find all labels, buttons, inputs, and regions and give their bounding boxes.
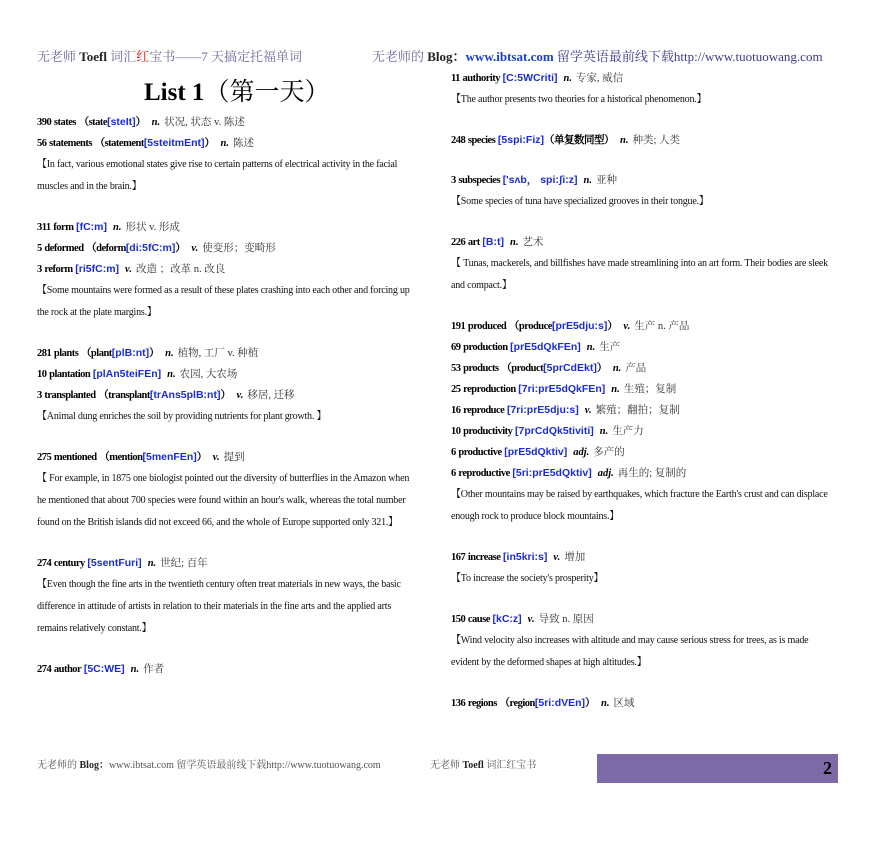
vocab-entry xyxy=(451,400,831,421)
header-right-pre: 无老师的 xyxy=(372,49,425,64)
word-count: 6 xyxy=(451,447,456,458)
headword: increase xyxy=(467,552,501,563)
part-of-speech: v. xyxy=(191,243,199,254)
spacer xyxy=(37,534,417,553)
vocab-entry xyxy=(37,238,417,259)
vocab-entry xyxy=(451,547,831,568)
word-count: 390 xyxy=(37,117,52,128)
word-count: 56 xyxy=(37,138,47,149)
part-of-speech: v. xyxy=(125,264,132,275)
vocab-entry xyxy=(451,421,831,442)
word-count: 3 xyxy=(451,175,456,186)
meaning: 移居, 迁移 xyxy=(247,390,295,401)
footer-left xyxy=(37,756,381,771)
base-form-close: （单复数同型） xyxy=(544,135,615,146)
base-form-close: ） xyxy=(607,321,618,332)
word-count: 191 xyxy=(451,321,466,332)
meaning: 作者 xyxy=(143,664,165,675)
header-brand: Toefl xyxy=(79,49,107,64)
headword: states xyxy=(53,117,76,128)
meaning: 植物, 工厂 v. 种植 xyxy=(177,348,259,359)
part-of-speech: n. xyxy=(165,348,174,359)
page-title xyxy=(144,72,329,108)
headword: century xyxy=(53,558,85,569)
example-sentence: 【To increase the society's prosperity】 xyxy=(451,573,604,584)
phonetic: [in5kri:s] xyxy=(503,551,548,563)
part-of-speech: n. xyxy=(612,363,622,374)
footer-blog-label: Blog： xyxy=(79,760,109,771)
phonetic: [7ri:prE5dju:s] xyxy=(506,404,579,416)
vocab-entry xyxy=(451,609,831,630)
base-form-close: ） xyxy=(585,698,596,709)
header-teacher: 无老师 xyxy=(37,49,77,64)
part-of-speech: v. xyxy=(584,405,592,416)
meaning: 生产 xyxy=(599,342,621,353)
base-form-close: ） xyxy=(596,363,607,374)
base-form-close: ） xyxy=(196,452,207,463)
meaning: 状况, 状态 v. 陈述 xyxy=(164,117,245,128)
vocab-entry xyxy=(451,232,831,253)
vocab-entry xyxy=(451,463,831,484)
part-of-speech: n. xyxy=(510,237,519,248)
headword: regions xyxy=(467,698,497,709)
phonetic: [5spi:Fiz] xyxy=(497,134,545,146)
headword: subspecies xyxy=(458,175,501,186)
example-sentence: 【Some species of tuna have specialized grooves in their tongue.】 xyxy=(451,196,709,207)
meaning: 增加 xyxy=(564,552,586,563)
headword: cause xyxy=(467,614,490,625)
phonetic: [5ri:prE5dQktiv] xyxy=(512,467,592,479)
part-of-speech: n. xyxy=(620,135,629,146)
word-count: 248 xyxy=(451,135,466,146)
header-red-char: 红 xyxy=(136,49,150,64)
part-of-speech: n. xyxy=(130,664,140,675)
meaning: 生产力 xyxy=(612,426,644,437)
footer-right-tail: 词汇红宝书 xyxy=(486,760,537,771)
word-count: 3 xyxy=(37,264,42,275)
example-sentence: 【Even though the fine arts in the twentieth century often treat materials in new ways, the basic difference in attitude of artists in relation to their materials in the fine arts and the applied arts remains relatively constant.】 xyxy=(37,579,401,634)
headword: reproduction xyxy=(463,384,516,395)
meaning: 生产 n. 产品 xyxy=(634,321,690,332)
right-column xyxy=(451,68,831,714)
phonetic: [5C:WE] xyxy=(83,663,125,675)
part-of-speech: n. xyxy=(112,222,122,233)
part-of-speech: v. xyxy=(553,552,561,563)
header-left xyxy=(37,46,302,65)
vocab-entry xyxy=(451,337,831,358)
base-form: （produce xyxy=(508,321,552,332)
footer-right-brand: Toefl xyxy=(462,760,484,771)
headword: transplanted xyxy=(44,390,96,401)
example-sentence: 【Other mountains may be raised by earthquakes, which fracture the Earth's crust and can displace enough rock to produce block mountains.】 xyxy=(451,489,828,522)
headword: plants xyxy=(53,348,79,359)
phonetic: [kC:z] xyxy=(492,613,522,625)
vocab-entry xyxy=(37,553,417,574)
phonetic: ['sʌb， spi:ʃi:z] xyxy=(502,174,578,186)
headword: productivity xyxy=(463,426,513,437)
headword: reform xyxy=(44,264,73,275)
spacer xyxy=(37,324,417,343)
headword: deformed xyxy=(44,243,84,254)
phonetic: [5prCdEkt] xyxy=(543,362,597,374)
vocab-entry xyxy=(451,130,831,151)
word-count: 136 xyxy=(451,698,466,709)
vocab-entry xyxy=(37,133,417,154)
word-count: 10 xyxy=(37,369,47,380)
headword: reproduce xyxy=(463,405,505,416)
example-sentence: 【The author presents two theories for a historical phenomenon.】 xyxy=(451,94,707,105)
part-of-speech: n. xyxy=(563,73,572,84)
headword: produced xyxy=(467,321,507,332)
word-count: 3 xyxy=(37,390,42,401)
headword: plantation xyxy=(49,369,91,380)
vocab-entry xyxy=(37,659,417,680)
phonetic: [5ri:dVEn] xyxy=(534,697,586,709)
headword: species xyxy=(467,135,496,146)
spacer xyxy=(451,528,831,547)
part-of-speech: n. xyxy=(586,342,596,353)
base-form-close: ） xyxy=(220,390,231,401)
example-sentence: 【Some mountains were formed as a result of these plates crashing into each other and forcing up the rock at the plate margins.】 xyxy=(37,285,410,318)
phonetic: [7prCdQk5tiviti] xyxy=(514,425,594,437)
page-number: 2 xyxy=(823,758,832,778)
spacer xyxy=(37,198,417,217)
part-of-speech: n. xyxy=(147,558,157,569)
meaning: 产品 xyxy=(625,363,647,374)
phonetic: [fC:m] xyxy=(76,221,107,233)
vocab-entry xyxy=(451,379,831,400)
base-form-close: ） xyxy=(175,243,186,254)
part-of-speech: n. xyxy=(167,369,176,380)
headword: author xyxy=(53,664,82,675)
headword: mentioned xyxy=(53,452,97,463)
headword: products xyxy=(463,363,499,374)
word-count: 274 xyxy=(37,558,52,569)
base-form: （product xyxy=(501,363,544,374)
headword: form xyxy=(53,222,74,233)
word-count: 275 xyxy=(37,452,52,463)
phonetic: [trAns5plB:nt] xyxy=(149,389,221,401)
spacer xyxy=(451,213,831,232)
meaning: 再生的; 复制的 xyxy=(617,468,687,479)
phonetic: [5steitmEnt] xyxy=(143,137,205,149)
base-form: （mention xyxy=(99,452,143,463)
part-of-speech: v. xyxy=(236,390,244,401)
header-site-text[interactable]: 留学英语最前线下载http://www.tuotuowang.com xyxy=(556,49,823,64)
vocab-entry xyxy=(451,358,831,379)
header-blog-label: Blog： xyxy=(427,49,466,64)
phonetic: [steIt] xyxy=(107,116,136,128)
part-of-speech: n. xyxy=(151,117,161,128)
vocab-entry xyxy=(451,442,831,463)
part-of-speech: adj. xyxy=(573,447,590,458)
base-form-close: ） xyxy=(149,348,160,359)
headword: statements xyxy=(49,138,92,149)
phonetic: [ri5fC:m] xyxy=(75,263,120,275)
phonetic: [C:5WCriti] xyxy=(502,72,558,84)
word-count: 274 xyxy=(37,664,52,675)
base-form: （region xyxy=(499,698,535,709)
footer-teacher: 无老师的 xyxy=(37,760,77,771)
phonetic: [plB:nt] xyxy=(111,347,150,359)
meaning: 改造 ；改革 n. 改良 xyxy=(135,264,226,275)
meaning: 陈述 xyxy=(232,138,254,149)
phonetic: [plAn5teiFEn] xyxy=(92,368,162,380)
base-form: （statement xyxy=(94,138,144,149)
base-form: （state xyxy=(78,117,108,128)
spacer xyxy=(37,428,417,447)
headword: authority xyxy=(462,73,501,84)
footer-right-teacher: 无老师 xyxy=(430,760,460,771)
word-count: 16 xyxy=(451,405,461,416)
spacer xyxy=(451,151,831,170)
header-right xyxy=(372,46,823,65)
meaning: 农园, 大农场 xyxy=(179,369,238,380)
headword: art xyxy=(467,237,480,248)
spacer xyxy=(451,674,831,693)
vocab-entry xyxy=(37,364,417,385)
meaning: 艺术 xyxy=(522,237,544,248)
part-of-speech: n. xyxy=(220,138,229,149)
vocab-entry xyxy=(451,693,831,714)
meaning: 亚种 xyxy=(595,175,617,186)
phonetic: [prE5dQkFEn] xyxy=(510,341,581,353)
header-pre: 词汇 xyxy=(110,49,137,64)
meaning: 形状 v. 形成 xyxy=(125,222,180,233)
example-sentence: 【 Tunas, mackerels, and billfishes have made streamlining into an art form. Their bodies are sleek and compact.】 xyxy=(451,258,828,291)
example-sentence: 【Animal dung enriches the soil by providing nutrients for plant growth. 】 xyxy=(37,411,327,422)
headword: reproductive xyxy=(458,468,510,479)
word-count: 25 xyxy=(451,384,461,395)
base-form: （transplant xyxy=(98,390,150,401)
header-blog-link[interactable]: www.ibtsat.com xyxy=(465,49,554,64)
word-count: 226 xyxy=(451,237,466,248)
word-count: 53 xyxy=(451,363,461,374)
spacer xyxy=(37,640,417,659)
phonetic: [di:5fC:m] xyxy=(125,242,176,254)
page-number-bar xyxy=(597,754,838,783)
vocab-entry xyxy=(37,385,417,406)
vocab-entry xyxy=(37,112,417,133)
part-of-speech: n. xyxy=(601,698,610,709)
part-of-speech: n. xyxy=(611,384,620,395)
spacer xyxy=(451,590,831,609)
part-of-speech: v. xyxy=(623,321,631,332)
example-sentence: 【 For example, in 1875 one biologist pointed out the diversity of butterflies in the Amazon when he mentioned that about 700 species were found within an hour's walk, whereas the total number found on the British islands did not exceed 66, and the whole of Europe supported only 321.】 xyxy=(37,473,410,528)
left-column xyxy=(37,112,417,680)
part-of-speech: v. xyxy=(527,614,535,625)
footer-right xyxy=(430,756,536,771)
word-count: 11 xyxy=(451,73,460,84)
word-count: 150 xyxy=(451,614,466,625)
meaning: 区域 xyxy=(613,698,635,709)
spacer xyxy=(451,111,831,130)
vocab-entry xyxy=(37,259,417,280)
word-count: 69 xyxy=(451,342,461,353)
word-count: 6 xyxy=(451,468,456,479)
header-post: 宝书——7 天搞定托福单词 xyxy=(149,49,303,64)
word-count: 167 xyxy=(451,552,466,563)
headword: production xyxy=(463,342,508,353)
example-sentence: 【In fact, various emotional states give rise to certain patterns of electrical activity in the facial muscles and in the brain.】 xyxy=(37,159,398,192)
footer-site-text[interactable]: 留学英语最前线下载http://www.tuotuowang.com xyxy=(176,760,381,771)
base-form-close: ） xyxy=(135,117,146,128)
part-of-speech: v. xyxy=(212,452,220,463)
vocab-entry xyxy=(37,447,417,468)
vocab-entry xyxy=(37,217,417,238)
part-of-speech: n. xyxy=(599,426,609,437)
spacer xyxy=(451,297,831,316)
word-count: 311 xyxy=(37,222,51,233)
base-form-close: ） xyxy=(204,138,215,149)
headword: productive xyxy=(458,447,502,458)
phonetic: [5menFEn] xyxy=(142,451,197,463)
footer-blog-link[interactable]: www.ibtsat.com xyxy=(108,760,174,771)
meaning: 多产的 xyxy=(593,447,625,458)
base-form: （deform xyxy=(86,243,126,254)
meaning: 种类; 人类 xyxy=(632,135,681,146)
meaning: 使变形；变畸形 xyxy=(202,243,276,254)
phonetic: [7ri:prE5dQkFEn] xyxy=(518,383,606,395)
word-count: 281 xyxy=(37,348,52,359)
vocab-entry xyxy=(451,170,831,191)
vocab-entry xyxy=(451,68,831,89)
phonetic: [B:t] xyxy=(482,236,504,248)
meaning: 导致 n. 原因 xyxy=(538,614,594,625)
word-count: 5 xyxy=(37,243,42,254)
meaning: 专家, 威信 xyxy=(575,73,624,84)
meaning: 繁殖；翻拍；复制 xyxy=(595,405,680,416)
meaning: 生殖；复制 xyxy=(623,384,677,395)
title-en: List 1 xyxy=(144,79,205,106)
word-count: 10 xyxy=(451,426,461,437)
phonetic: [5sentFuri] xyxy=(87,557,142,569)
title-zh: （第一天） xyxy=(204,79,330,106)
base-form: （plant xyxy=(80,348,112,359)
meaning: 世纪; 百年 xyxy=(160,558,208,569)
example-sentence: 【Wind velocity also increases with altitude and may cause serious stress for trees, as is made evident by the deformed shapes at high altitudes.】 xyxy=(451,635,809,668)
vocab-entry xyxy=(451,316,831,337)
phonetic: [prE5dju:s] xyxy=(551,320,608,332)
part-of-speech: adj. xyxy=(597,468,614,479)
part-of-speech: n. xyxy=(583,175,592,186)
vocab-entry xyxy=(37,343,417,364)
meaning: 提到 xyxy=(223,452,245,463)
phonetic: [prE5dQktiv] xyxy=(504,446,568,458)
